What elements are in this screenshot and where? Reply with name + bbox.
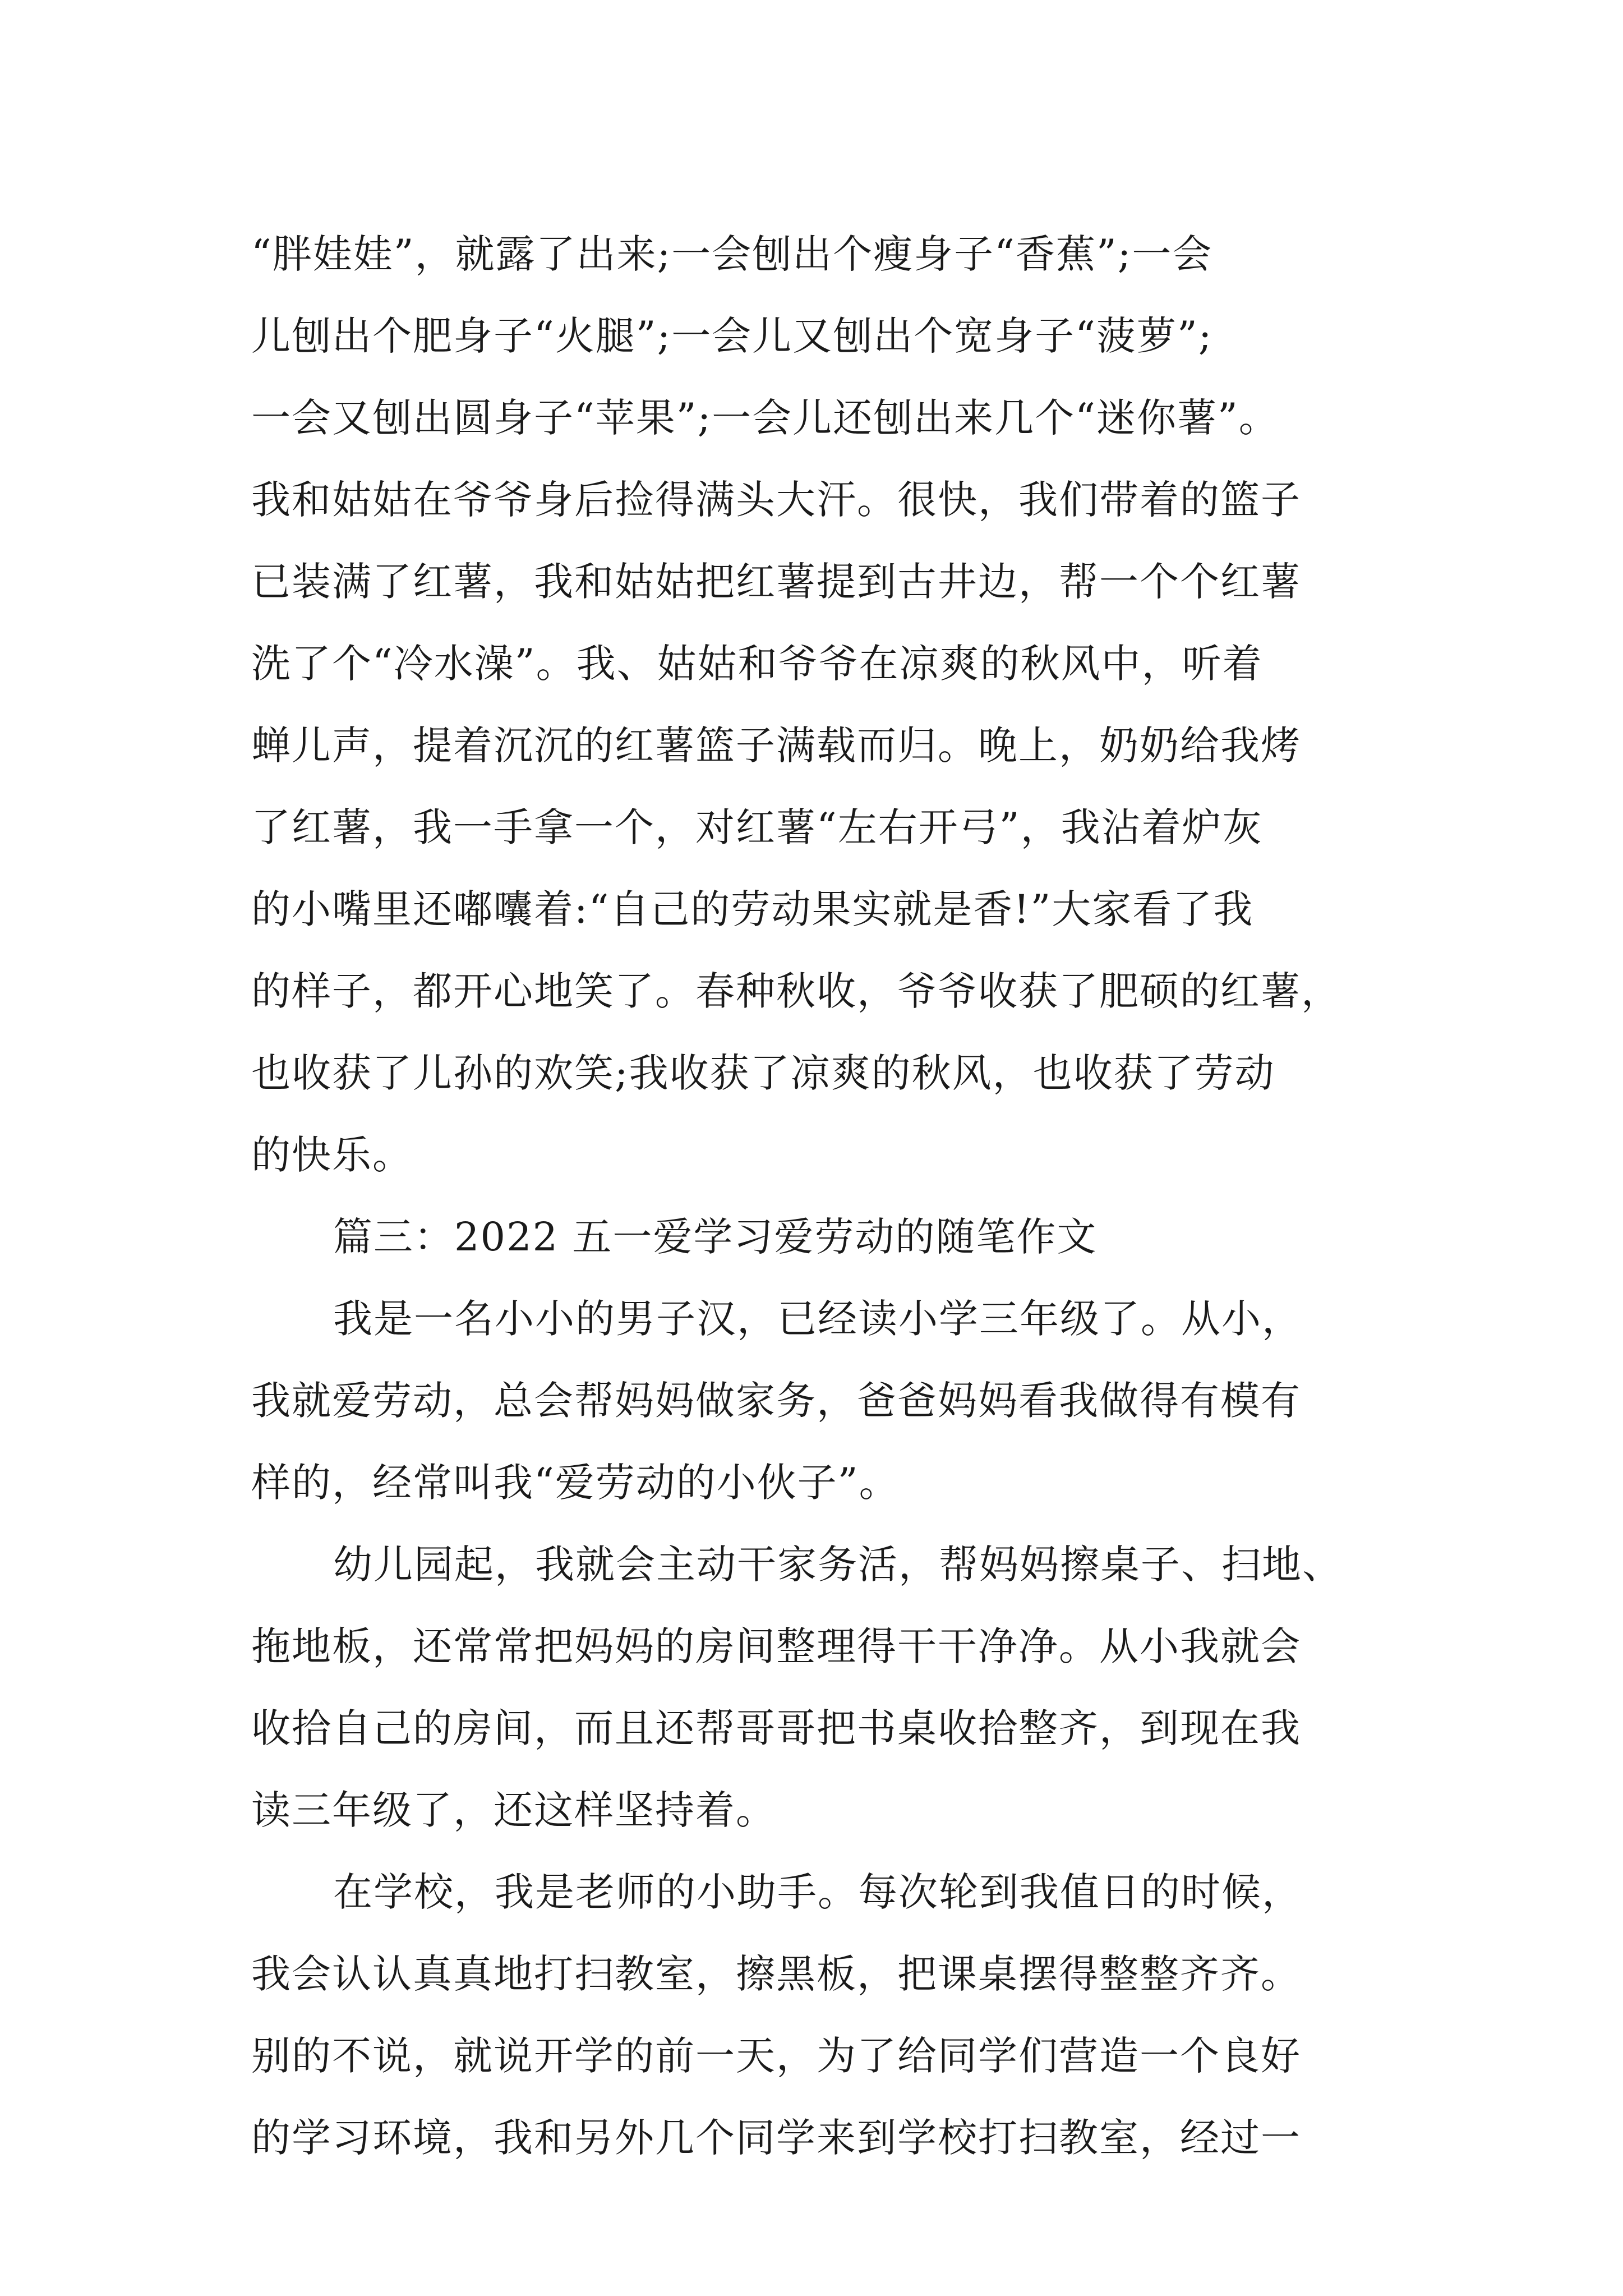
text-line: 已装满了红薯，我和姑姑把红薯提到古井边，帮一个个红薯 <box>251 559 1301 605</box>
text-line: 我和姑姑在爷爷身后捡得满头大汗。很快，我们带着的篮子 <box>251 477 1301 523</box>
text-line: 拖地板，还常常把妈妈的房间整理得干干净净。从小我就会 <box>251 1623 1301 1669</box>
text-line: 蝉儿声，提着沉沉的红薯篮子满载而归。晚上，奶奶给我烤 <box>251 723 1301 769</box>
text-line: 样的，经常叫我“爱劳动的小伙子”。 <box>251 1460 900 1506</box>
text-line: 的学习环境，我和另外几个同学来到学校打扫教室，经过一 <box>251 2115 1301 2161</box>
paragraph-first-line: 幼儿园起，我就会主动干家务活，帮妈妈擦桌子、扫地、 <box>333 1542 1343 1588</box>
text-line: 的样子，都开心地笑了。春种秋收，爷爷收获了肥硕的红薯， <box>251 968 1341 1014</box>
document-body <box>251 213 1418 2179</box>
text-line: 了红薯，我一手拿一个，对红薯“左右开弓”，我沾着炉灰 <box>251 804 1263 850</box>
text-line: 别的不说，就说开学的前一天，为了给同学们营造一个良好 <box>251 2033 1301 2079</box>
text-line: 的快乐。 <box>251 1132 413 1178</box>
text-line: “胖娃娃”，就露了出来;一会刨出个瘦身子“香蕉”;一会 <box>251 231 1213 277</box>
text-line: 儿刨出个肥身子“火腿”;一会儿又刨出个宽身子“菠萝”; <box>251 313 1213 359</box>
text-line: 读三年级了，还这样坚持着。 <box>251 1787 776 1833</box>
paragraph-first-line: 我是一名小小的男子汉，已经读小学三年级了。从小， <box>333 1296 1302 1342</box>
text-line: 我会认认真真地打扫教室，擦黑板，把课桌摆得整整齐齐。 <box>251 1951 1301 1997</box>
text-line: 洗了个“冷水澡”。我、姑姑和爷爷在凉爽的秋风中，听着 <box>251 641 1263 687</box>
text-line: 一会又刨出圆身子“苹果”;一会儿还刨出来几个“迷你薯”。 <box>251 395 1279 441</box>
text-line: 收拾自己的房间，而且还帮哥哥把书桌收拾整齐，到现在我 <box>251 1705 1301 1751</box>
section-heading: 篇三：2022 五一爱学习爱劳动的随笔作文 <box>333 1214 1098 1260</box>
text-line: 也收获了儿孙的欢笑;我收获了凉爽的秋风，也收获了劳动 <box>251 1050 1275 1096</box>
text-line: 我就爱劳动，总会帮妈妈做家务，爸爸妈妈看我做得有模有 <box>251 1378 1301 1424</box>
paragraph-first-line: 在学校，我是老师的小助手。每次轮到我值日的时候， <box>333 1869 1302 1915</box>
text-line: 的小嘴里还嘟囔着:“自己的劳动果实就是香!”大家看了我 <box>251 886 1254 932</box>
